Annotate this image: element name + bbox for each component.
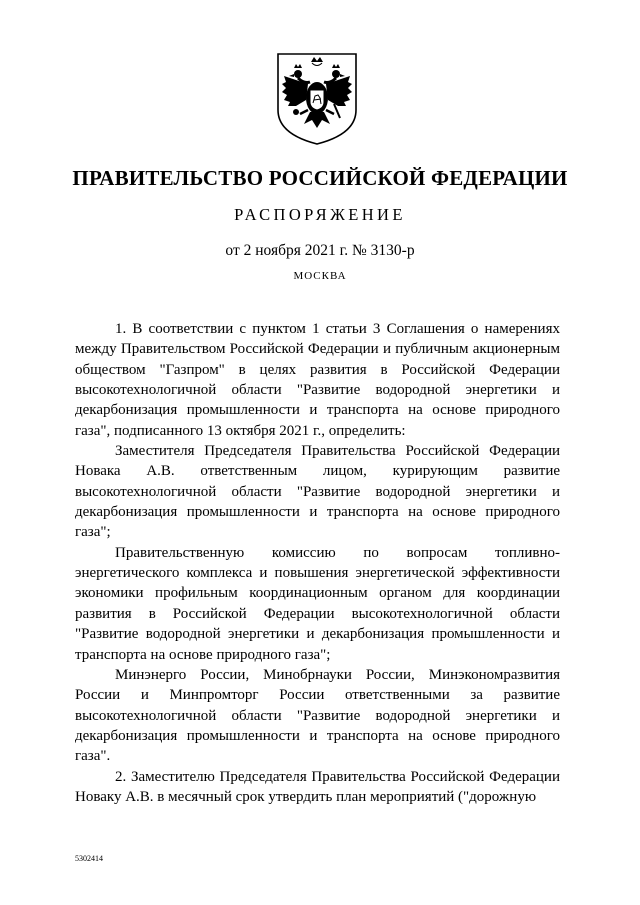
paragraph-1: 1. В соответствии с пунктом 1 статьи 3 Соглашения о намерениях между Правительством Российской Федерации и публичным акционерным обществом "Газпром" в целях развития в Российской Федерации высокотехнологичной области "Развитие водородной энергетики и декарбонизация промышленности и транспорта на основе природного газа", подписанного 13 октября 2021 г., определить: xyxy=(75,321,560,439)
document-code: 5302414 xyxy=(75,854,103,863)
paragraph-2: Заместителя Председателя Правительства Российской Федерации Новака А.В. ответственным лицом, курирующим развитие высокотехнологичной области "Развитие водородной энергетики и декарбонизация промышленности и транспорта на основе природного газа"; xyxy=(75,443,560,541)
document-type: РАСПОРЯЖЕНИЕ xyxy=(234,205,406,224)
government-title: ПРАВИТЕЛЬСТВО РОССИЙСКОЙ ФЕДЕРАЦИИ xyxy=(72,166,568,190)
coat-of-arms-icon xyxy=(274,48,360,148)
document-date-number: от 2 ноября 2021 г. № 3130-р xyxy=(225,242,415,259)
document-city: МОСКВА xyxy=(293,270,347,282)
paragraph-5: 2. Заместителю Председателя Правительства Российской Федерации Новаку А.В. в месячный срок утвердить план мероприятий ("дорожную xyxy=(75,768,560,805)
paragraph-4: Минэнерго России, Минобрнауки России, Минэкономразвития России и Минпромторг России ответственными за развитие высокотехнологичной области "Развитие водородной энергетики и декарбонизация промышленности и транспорта на основе природного газа". xyxy=(75,666,560,765)
document-body xyxy=(75,319,560,807)
paragraph-3: Правительственную комиссию по вопросам топливно-энергетического комплекса и повышения энергетической эффективности экономики профильным координационным органом для координации развития в Российской Федерации высокотехнологичной области "Развитие водородной энергетики и декарбонизация промышленности и транспорта на основе природного газа"; xyxy=(75,544,560,663)
